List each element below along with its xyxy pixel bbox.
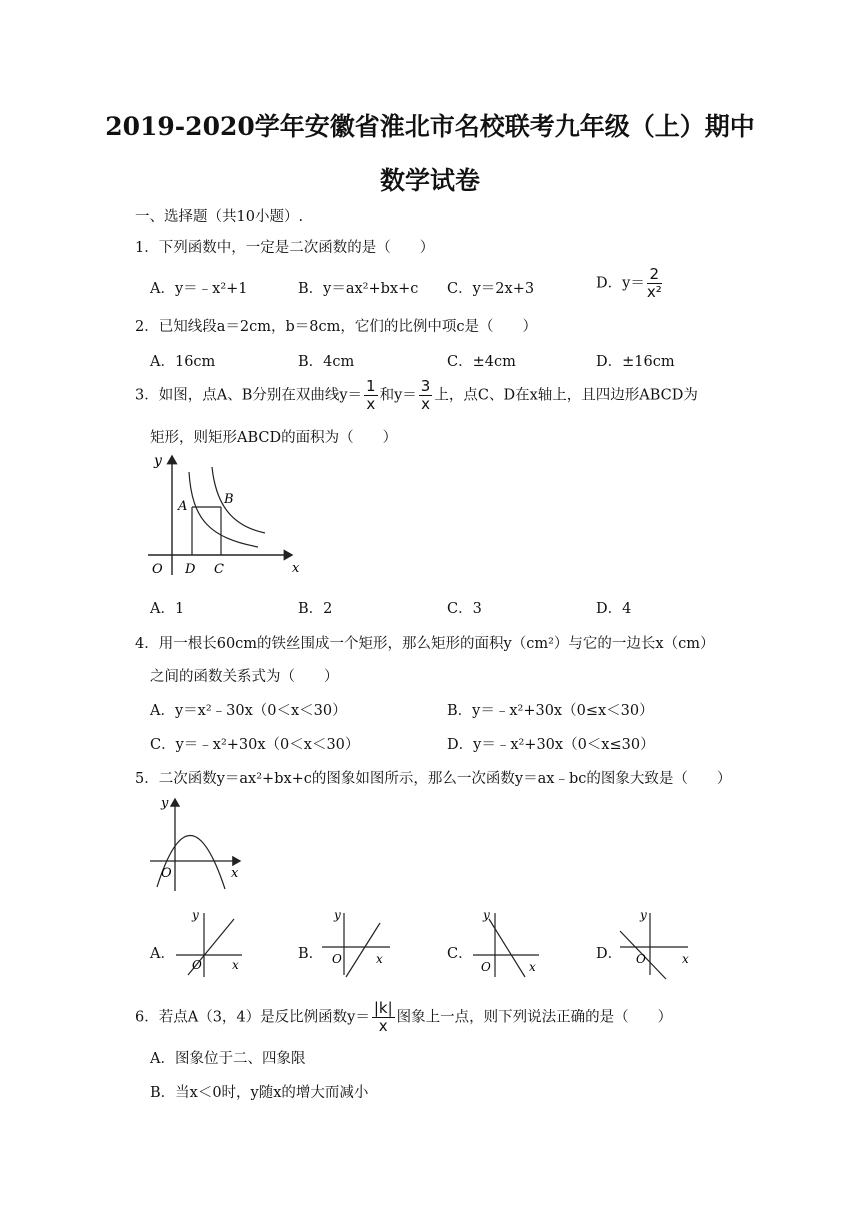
q5-option-b-graph (318, 905, 398, 980)
question-3-stem-line2: 矩形，则矩形ABCD的面积为（ ） (150, 430, 398, 446)
q3-option-a: A．1 (150, 601, 185, 617)
q1-option-d-prefix: D．y＝ (596, 275, 645, 292)
q6-stem-part2: 图象上一点，则下列说法正确的是（ ） (396, 1009, 673, 1026)
label-y: y (161, 796, 169, 811)
q4-option-b: B．y＝﹣x²+30x（0≤x＜30） (447, 703, 654, 719)
question-1-stem: 1．下列函数中，一定是二次函数的是（ ） (135, 240, 435, 256)
q4-option-a: A．y＝x²﹣30x（0＜x＜30） (150, 703, 347, 719)
q4-option-d: D．y＝﹣x²+30x（0＜x≤30） (447, 737, 655, 753)
label-x: x (529, 960, 536, 974)
label-y: y (640, 908, 647, 922)
label-o: O (161, 866, 172, 881)
line-graph (489, 919, 525, 977)
q1-option-d-fraction (647, 266, 662, 301)
label-x: x (376, 952, 383, 966)
q5-option-a-graph (170, 905, 250, 980)
label-x: x (292, 561, 300, 576)
q5-option-b: B． (298, 946, 324, 962)
q1-option-d (596, 266, 664, 301)
label-d: D (185, 562, 196, 577)
q2-option-b: B．4cm (298, 354, 355, 370)
label-o: O (152, 562, 163, 577)
q3-option-c: C．3 (447, 601, 482, 617)
question-4-stem-line2: 之间的函数关系式为（ ） (150, 669, 339, 685)
q6-option-a: A．图象位于二、四象限 (150, 1051, 306, 1067)
q3-stem-part2: 和y＝ (379, 387, 417, 404)
fraction-denominator: x (421, 395, 431, 413)
q3-stem-part3: 上，点C、D在x轴上，且四边形ABCD为 (434, 387, 698, 404)
label-a: A (178, 499, 188, 514)
fraction-numerator: 1 (366, 377, 376, 395)
label-y: y (192, 908, 199, 922)
q5-option-a: A． (150, 946, 175, 962)
question-6-stem (135, 1000, 672, 1035)
fraction-numerator: 3 (420, 377, 431, 395)
label-x: x (682, 952, 689, 966)
q3-stem-part1: 3．如图，点A、B分别在双曲线y＝ (135, 387, 363, 404)
label-c: C (214, 562, 224, 577)
question-5-stem: 5．二次函数y＝ax²+bx+c的图象如图所示，那么一次函数y＝ax﹣bc的图象大致是（ ） (135, 771, 732, 787)
q5-option-c-graph (467, 905, 547, 980)
label-y: y (483, 908, 490, 922)
q4-option-c: C．y＝﹣x²+30x（0＜x＜30） (150, 737, 360, 753)
label-b: B (224, 492, 234, 507)
q5-figure-parabola (145, 793, 255, 893)
fraction-denominator: x (366, 395, 376, 413)
fraction-denominator: x (378, 1017, 388, 1035)
question-4-stem: 4．用一根长60cm的铁丝围成一个矩形，那么矩形的面积y（cm²）与它的一边长x（cm） (135, 636, 715, 652)
q5-option-d-graph (612, 905, 697, 980)
q3-fraction-1 (364, 378, 378, 413)
q5-option-d: D． (596, 946, 623, 962)
label-o: O (192, 958, 202, 972)
q2-option-c: C．±4cm (447, 354, 516, 370)
q1-option-a: A．y＝﹣x²+1 (150, 281, 248, 297)
hyperbola-1-over-x (189, 472, 258, 547)
q1-option-c: C．y＝2x+3 (447, 281, 535, 297)
section-heading: 一、选择题（共10小题）. (135, 209, 304, 225)
label-x: x (231, 866, 239, 881)
label-o: O (481, 960, 491, 974)
q3-option-b: B．2 (298, 601, 333, 617)
q6-fraction (372, 1000, 395, 1035)
q1-option-b: B．y＝ax²+bx+c (298, 281, 419, 297)
q6-stem-part1: 6．若点A（3，4）是反比例函数y＝ (135, 1009, 370, 1026)
label-y: y (334, 908, 341, 922)
label-x: x (232, 958, 239, 972)
question-2-stem: 2．已知线段a＝2cm，b＝8cm，它们的比例中项c是（ ） (135, 319, 537, 335)
page-title: 2019-2020学年安徽省淮北市名校联考九年级（上）期中数学试卷 (105, 112, 755, 195)
q3-fraction-2 (419, 378, 433, 413)
line-graph (346, 923, 380, 977)
label-o: O (332, 952, 342, 966)
label-y: y (154, 453, 162, 469)
q3-figure-hyperbolas (140, 450, 310, 580)
q6-option-b: B．当x＜0时，y随x的增大而减小 (150, 1085, 369, 1101)
q2-option-a: A．16cm (150, 354, 216, 370)
hyperbola-3-over-x (212, 467, 265, 533)
fraction-numerator: 2 (647, 266, 662, 284)
fraction-numerator: |k| (373, 999, 393, 1017)
question-3-stem (135, 378, 698, 413)
q5-option-c: C． (447, 946, 473, 962)
label-o: O (636, 952, 646, 966)
q3-option-d: D．4 (596, 601, 632, 617)
q2-option-d: D．±16cm (596, 354, 675, 370)
fraction-denominator: x² (646, 283, 662, 301)
